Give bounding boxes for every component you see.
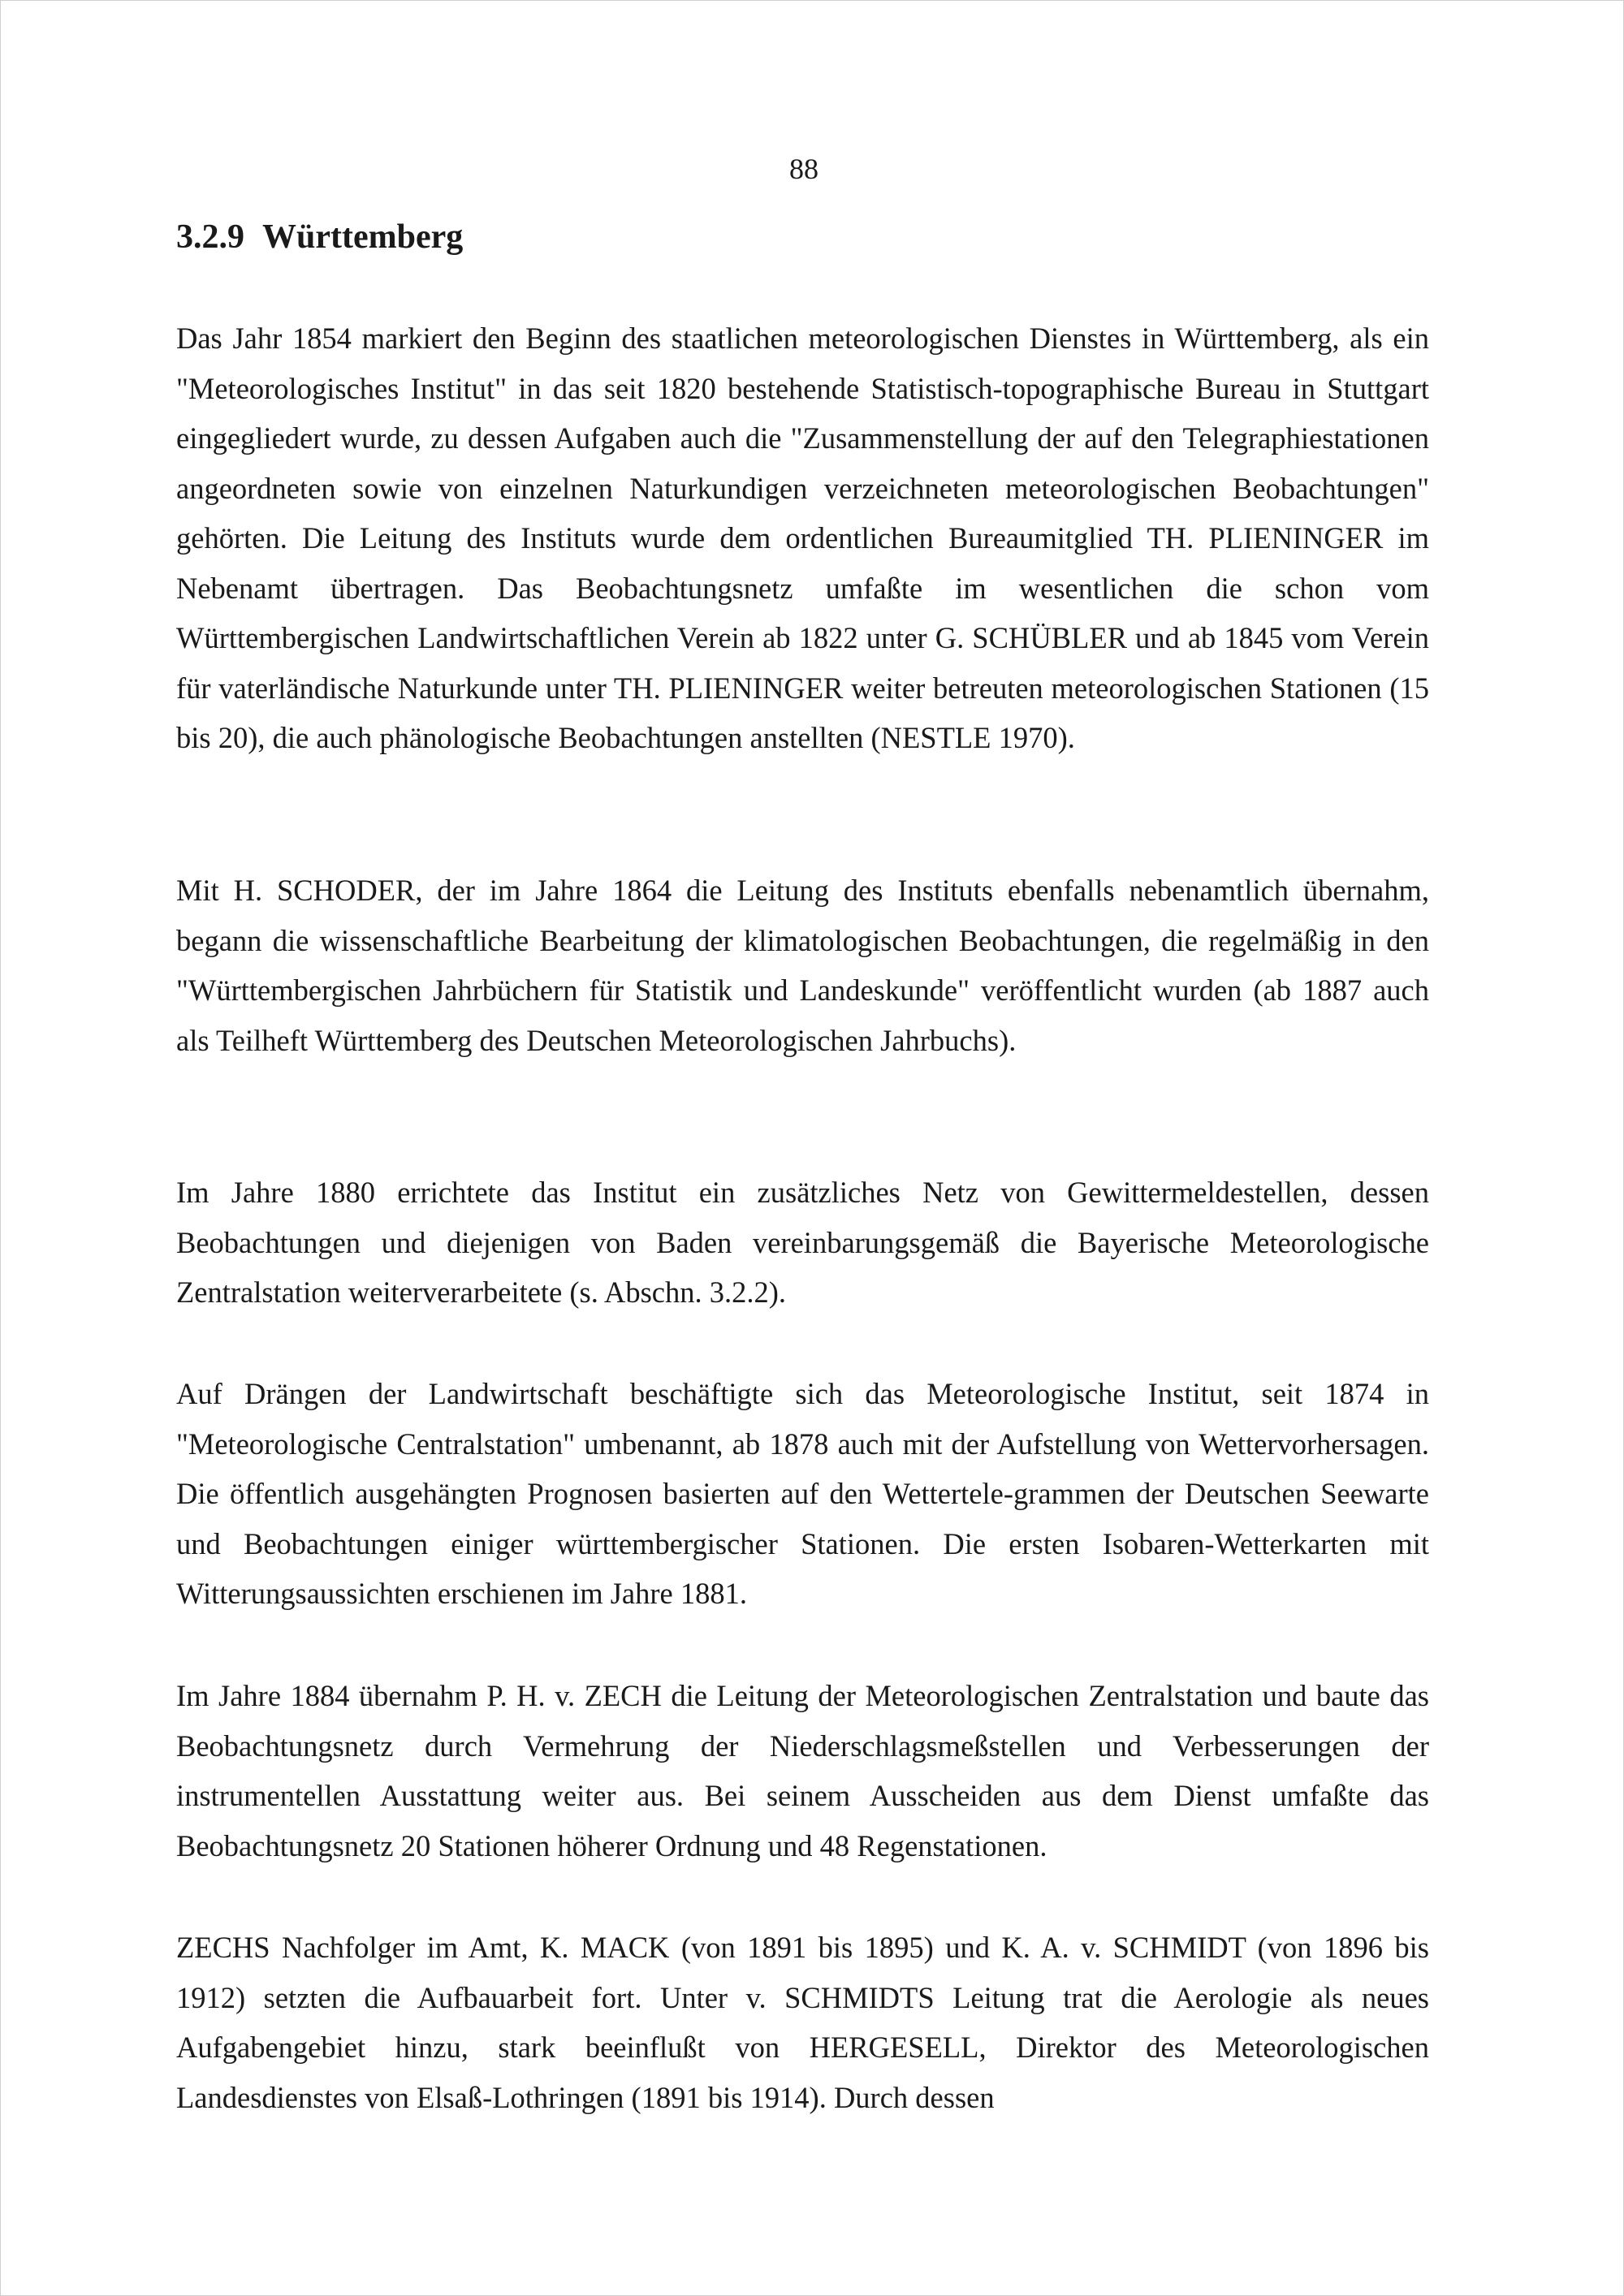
- page-number: 88: [789, 153, 818, 185]
- paragraph-forecasts-1878: Auf Drängen der Landwirtschaft beschäftigte sich das Meteorologische Institut, seit 1874 in "Meteorologische Centralstation" umbenannt, ab 1878 auch mit der Aufstellung von Wettervorhersagen. Die öffentlich ausgehängten Prognosen basierten auf den Wettertele-grammen der Deutschen Seewarte und Beobachtungen einiger württembergischer Stationen. Die ersten Isobaren-Wetterkarten mit Witterungsaussichten erschienen im Jahre 1881.: [176, 1377, 1429, 1610]
- section-heading: [176, 213, 463, 261]
- paragraph-zech-1884: Im Jahre 1884 übernahm P. H. v. ZECH die Leitung der Meteorologischen Zentralstation und baute das Beobachtungsnetz durch Vermehrung der Niederschlagsmeßstellen und Verbesserungen der instrumentellen Ausstattung weiter aus. Bei seinem Ausscheiden aus dem Dienst umfaßte das Beobachtungsnetz 20 Stationen höherer Ordnung und 48 Regenstationen.: [176, 1679, 1429, 1862]
- paragraph-schoder-1864: Mit H. SCHODER, der im Jahre 1864 die Leitung des Instituts ebenfalls nebenamtlich übernahm, begann die wissenschaftliche Bearbeitung der klimatologischen Beobachtungen, die regelmäßig in den "Württembergischen Jahrbüchern für Statistik und Landeskunde" veröffentlicht wurden (ab 1887 auch als Teilheft Württemberg des Deutschen Meteorologischen Jahrbuchs).: [176, 874, 1429, 1057]
- section-number: 3.2.9: [176, 218, 244, 256]
- paragraph-gewitter-1880: Im Jahre 1880 errichtete das Institut ein zusätzliches Netz von Gewittermeldestellen, dessen Beobachtungen und diejenigen von Baden vereinbarungsgemäß die Bayerische Meteorologische Zentralstation weiterverarbeitete (s. Abschn. 3.2.2).: [176, 1176, 1429, 1309]
- paragraph-founding-1854: Das Jahr 1854 markiert den Beginn des staatlichen meteorologischen Dienstes in Württemberg, als ein "Meteorologisches Institut" in das seit 1820 bestehende Statistisch-topographische Bureau in Stuttgart eingegliedert wurde, zu dessen Aufgaben auch die "Zusammenstellung der auf den Telegraphiestationen angeordneten sowie von einzelnen Naturkundigen verzeichneten meteorologischen Beobachtungen" gehörten. Die Leitung des Instituts wurde dem ordentlichen Bureaumitglied TH. PLIENINGER im Nebenamt übertragen. Das Beobachtungsnetz umfaßte im wesentlichen die schon vom Württembergischen Landwirtschaftlichen Verein ab 1822 unter G. SCHÜBLER und ab 1845 vom Verein für vaterländische Naturkunde unter TH. PLIENINGER weiter betreuten meteorologischen Stationen (15 bis 20), die auch phänologische Beobachtungen anstellten (NESTLE 1970).: [176, 322, 1429, 754]
- paragraph-successors: ZECHS Nachfolger im Amt, K. MACK (von 1891 bis 1895) und K. A. v. SCHMIDT (von 1896 bis 1912) setzten die Aufbauarbeit fort. Unter v. SCHMIDTS Leitung trat die Aerologie als neues Aufgabengebiet hinzu, stark beeinflußt von HERGESELL, Direktor des Meteorologischen Landesdienstes von Elsaß-Lothringen (1891 bis 1914). Durch dessen: [176, 1931, 1429, 2114]
- section-title: Württemberg: [262, 218, 464, 256]
